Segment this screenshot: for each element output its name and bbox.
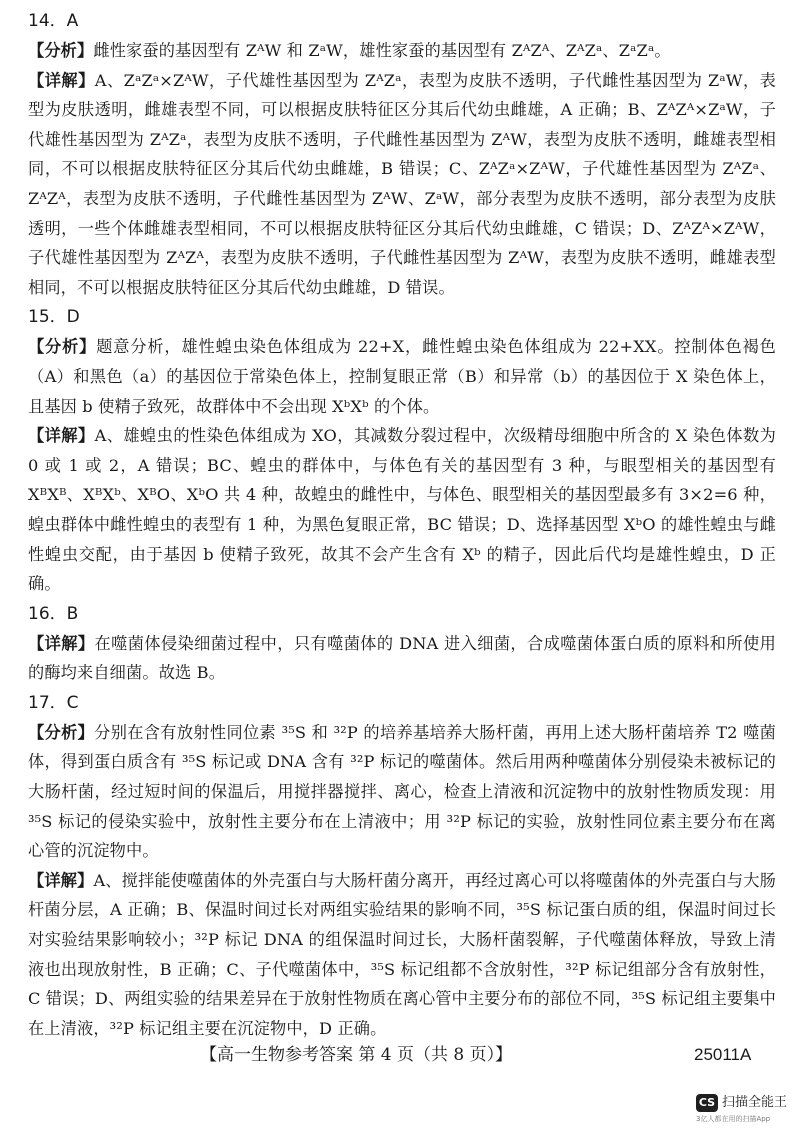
answer-page [28,6,776,1043]
page-footer [0,1040,800,1070]
q14-heading: 14．A [28,11,79,31]
watermark-name: 扫描全能王 [722,1095,788,1110]
analysis-tag: 【分析】 [28,41,94,60]
q14-detail-text: A、ZᵃZᵃ×ZᴬW，子代雄性基因型为 ZᴬZᵃ，表型为皮肤不透明，子代雌性基因型为 ZᵃW，表型为皮肤透明，雌雄表型不同，可以根据皮肤特征区分其后代幼虫雌雄，A 正确；B、ZᴬZᴬ×ZᵃW，子代雄性基因型为 ZᴬZᵃ，表型为皮肤不透明，子代雌性基因型为 ZᴬW，表型为皮肤不透明，雌雄表型相同，不可以根据皮肤特征区分其后代幼虫雌雄，B 错误；C、ZᴬZᵃ×ZᴬW，子代雄性基因型为 ZᴬZᵃ、ZᴬZᴬ，表型为皮肤不透明，子代雌性基因型为 ZᴬW、ZᵃW，部分表型为皮肤不透明，部分表型为皮肤透明，一些个体雌雄表型相同，不可以根据皮肤特征区分其后代幼虫雌雄，C 错误；D、ZᴬZᴬ×ZᴬW，子代雄性基因型为 ZᴬZᴬ，表型为皮肤不透明，子代雌性基因型为 ZᴬW，表型为皮肤不透明，雌雄表型相同，不可以根据皮肤特征区分其后代幼虫雌雄，D 错误。 [28,70,776,297]
q15-analysis [28,332,776,421]
analysis-tag: 【分析】 [28,722,95,742]
camscanner-logo-icon: CS [696,1094,718,1112]
q16-heading: 16．B [28,603,79,624]
detail-tag: 【详解】 [28,870,94,890]
watermark-subtitle: 3亿人都在用的扫描App [696,1115,771,1123]
q17-heading: 17．C [28,692,79,713]
footer-code: 25011A [694,1045,752,1064]
detail-tag: 【详解】 [28,633,95,653]
q14-analysis [28,36,776,66]
scanner-watermark [696,1092,796,1128]
footer-page-info: 【高一生物参考答案 第 4 页（共 8 页）】 [200,1045,513,1065]
analysis-tag: 【分析】 [28,337,97,357]
q17-detail-text: A、搅拌能使噬菌体的外壳蛋白与大肠杆菌分离开，再经过离心可以将噬菌体的外壳蛋白与大肠杆菌分层，A 正确；B、保温时间过长对两组实验结果的影响不同，³⁵S 标记蛋白质的组，保温时间过长对实验结果影响较小；³²P 标记 DNA 的组保温时间过长，大肠杆菌裂解，子代噬菌体释放，导致上清液也出现放射性，B 正确；C、子代噬菌体中，³⁵S 标记组都不含放射性，³²P 标记组部分含有放射性，C 错误；D、两组实验的结果差异在于放射性物质在离心管中主要分布的部位不同，³⁵S 标记组主要集中在上清液，³²P 标记组主要在沉淀物中，D 正确。 [28,870,776,1038]
q16-detail [28,629,776,688]
q16-detail-text: 在噬菌体侵染细菌过程中，只有噬菌体的 DNA 进入细菌，合成噬菌体蛋白质的原料和所使用的酶均来自细菌。故选 B。 [28,633,776,683]
q14-analysis-text: 雌性家蚕的基因型有 ZᴬW 和 ZᵃW，雄性家蚕的基因型有 ZᴬZᴬ、ZᴬZᵃ、ZᵃZᵃ。 [93,41,671,60]
detail-tag: 【详解】 [28,426,95,446]
q15-detail [28,421,776,599]
q15-analysis-text: 题意分析，雄性蝗虫染色体组成为 22+X，雌性蝗虫染色体组成为 22+XX。控制体色褐色（A）和黑色（a）的基因位于常染色体上，控制复眼正常（B）和异常（b）的基因位于 X 染色体上，且基因 b 使精子致死，故群体中不会出现 XᵇXᵇ 的个体。 [28,337,776,416]
q17-analysis-text: 分别在含有放射性同位素 ³⁵S 和 ³²P 的培养基培养大肠杆菌，再用上述大肠杆菌培养 T2 噬菌体，得到蛋白质含有 ³⁵S 标记或 DNA 含有 ³²P 标记的噬菌体。然后用两种噬菌体分别侵染未被标记的大肠杆菌，经过短时间的保温后，用搅拌器搅拌、离心，检查上清液和沉淀物中的放射性物质发现：用 ³⁵S 标记的侵染实验中，放射性主要分布在上清液中；用 ³²P 标记的实验，放射性同位素主要分布在离心管的沉淀物中。 [28,722,776,861]
detail-tag: 【详解】 [28,70,95,90]
q17-detail [28,866,776,1044]
q15-detail-text: A、雄蝗虫的性染色体组成为 XO，其减数分裂过程中，次级精母细胞中所含的 X 染色体数为 0 或 1 或 2，A 错误；BC、蝗虫的群体中，与体色有关的基因型有 3 种，与眼型相关的基因型有 XᴮXᴮ、XᴮXᵇ、XᴮO、XᵇO 共 4 种，故蝗虫的雌性中，与体色、眼型相关的基因型最多有 3×2=6 种，蝗虫群体中雌性蝗虫的表型有 1 种，为黑色复眼正常，BC 错误；D、选择基因型 XᵇO 的雄性蝗虫与雌性蝗虫交配，由于基因 b 使精子致死，故其不会产生含有 Xᵇ 的精子，因此后代均是雄性蝗虫，D 正确。 [28,426,776,594]
q17-analysis [28,718,776,866]
q14-detail [28,66,776,303]
q15-heading: 15．D [28,307,80,328]
